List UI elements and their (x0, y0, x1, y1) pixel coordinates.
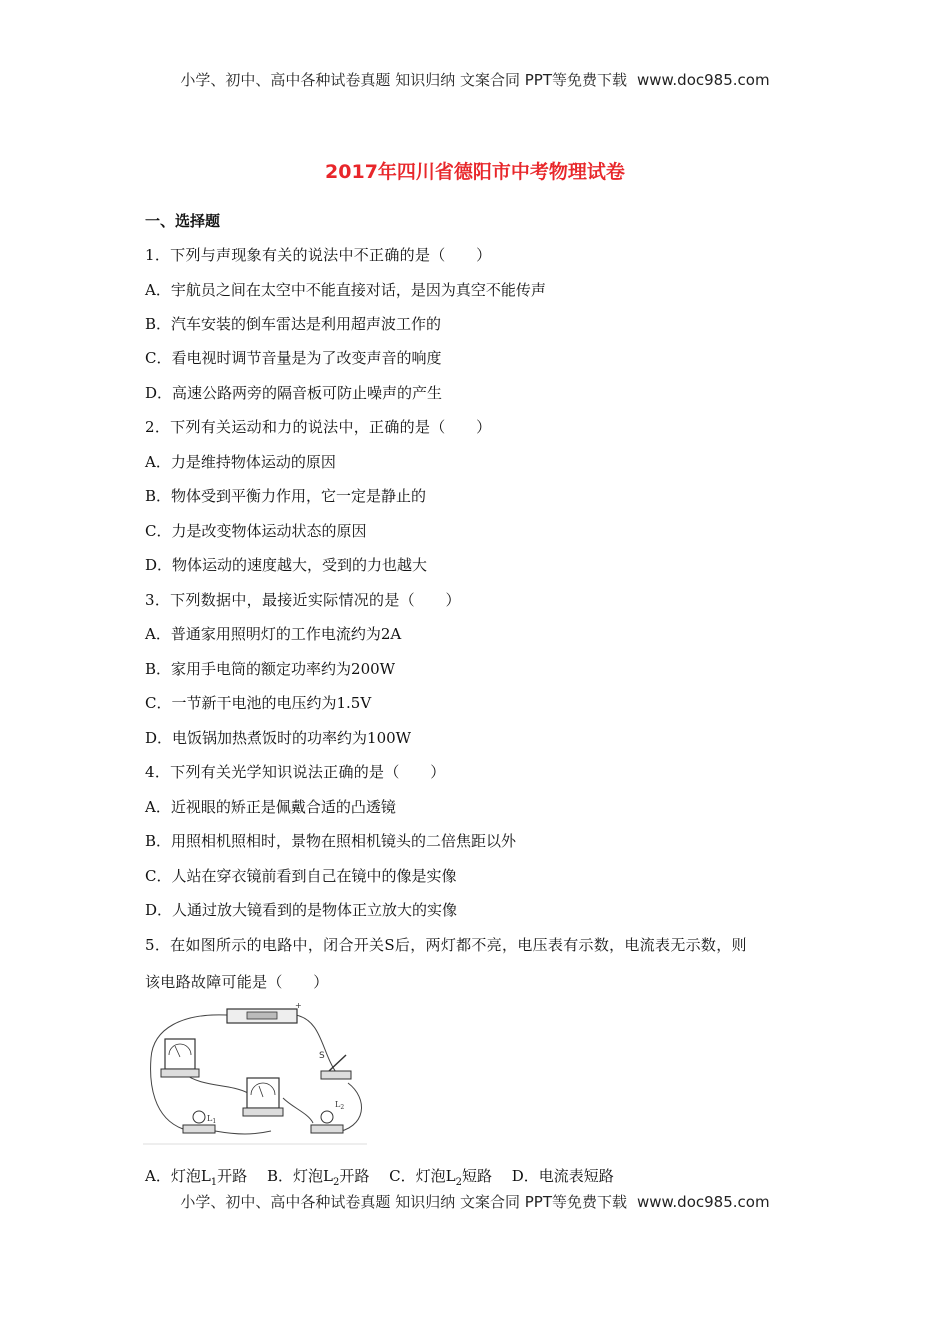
q5-option-c: C．灯泡$L_2$短路 (389, 1167, 507, 1188)
voltmeter-icon (161, 1039, 199, 1077)
circuit-diagram (143, 1003, 367, 1146)
q2-option-b: B．物体受到平衡力作用，它一定是静止的 (145, 487, 427, 505)
q5-option-a: A．灯泡$L_1$开路 (145, 1167, 263, 1188)
q4-option-a: A．近视眼的矫正是佩戴合适的凸透镜 (145, 798, 396, 816)
banner-url[interactable]: www.doc985.com (636, 71, 770, 89)
q5-stem-line1: 5．在如图所示的电路中，闭合开关S后，两灯都不亮，电压表有示数，电流表无示数，则 (145, 936, 747, 954)
q3-option-c: C．一节新干电池的电压约为1.5V (145, 694, 372, 712)
banner-url[interactable]: www.doc985.com (636, 1193, 770, 1211)
q4-option-c: C．人站在穿衣镜前看到自己在镜中的像是实像 (145, 867, 457, 885)
q1-option-a: A．宇航员之间在太空中不能直接对话，是因为真空不能传声 (145, 281, 546, 299)
footer-banner (0, 1191, 950, 1212)
q3-option-d: D．电饭锅加热煮饭时的功率约为100W (145, 729, 412, 747)
q4-option-b: B．用照相机照相时，景物在照相机镜头的二倍焦距以外 (145, 832, 517, 850)
q2-option-d: D．物体运动的速度越大，受到的力也越大 (145, 556, 428, 574)
q5-stem-line2: 该电路故障可能是（ ） (145, 973, 329, 991)
banner-text: 小学、初中、高中各种试卷真题 知识归纳 文案合同 PPT等免费下载 (180, 1193, 627, 1211)
q1-option-d: D．高速公路两旁的隔音板可防止噪声的产生 (145, 384, 443, 402)
banner-text: 小学、初中、高中各种试卷真题 知识归纳 文案合同 PPT等免费下载 (180, 71, 627, 89)
switch-icon (321, 1055, 351, 1079)
q1-stem: 1．下列与声现象有关的说法中不正确的是（ ） (145, 246, 492, 264)
q5-option-d: D．电流表短路 (511, 1167, 614, 1185)
battery-icon (227, 1009, 297, 1023)
q2-option-a: A．力是维持物体运动的原因 (145, 453, 336, 471)
q1-option-b: B．汽车安装的倒车雷达是利用超声波工作的 (145, 315, 442, 333)
q5-options (145, 1165, 614, 1188)
lamp-l1-label: $L_1$ (207, 1114, 217, 1125)
q4-option-d: D．人通过放大镜看到的是物体正立放大的实像 (145, 901, 458, 919)
q3-stem: 3．下列数据中，最接近实际情况的是（ ） (145, 591, 461, 609)
switch-label: S (319, 1051, 325, 1061)
q3-option-a: A．普通家用照明灯的工作电流约为2A (145, 625, 402, 643)
battery-plus-label: + (295, 1003, 302, 1010)
q2-stem: 2．下列有关运动和力的说法中，正确的是（ ） (145, 418, 492, 436)
ammeter-icon (243, 1078, 283, 1116)
header-banner (0, 69, 950, 90)
lamp-l2-icon (311, 1111, 343, 1133)
lamp-l2-label: $L_2$ (335, 1100, 345, 1111)
q2-option-c: C．力是改变物体运动状态的原因 (145, 522, 367, 540)
q4-stem: 4．下列有关光学知识说法正确的是（ ） (145, 763, 446, 781)
q5-option-b: B．灯泡$L_2$开路 (266, 1167, 385, 1188)
q1-option-c: C．看电视时调节音量是为了改变声音的响度 (145, 349, 442, 367)
page-title: 2017年四川省德阳市中考物理试卷 (325, 161, 625, 183)
q3-option-b: B．家用手电筒的额定功率约为200W (145, 660, 396, 678)
section-heading: 一、选择题 (145, 212, 221, 230)
